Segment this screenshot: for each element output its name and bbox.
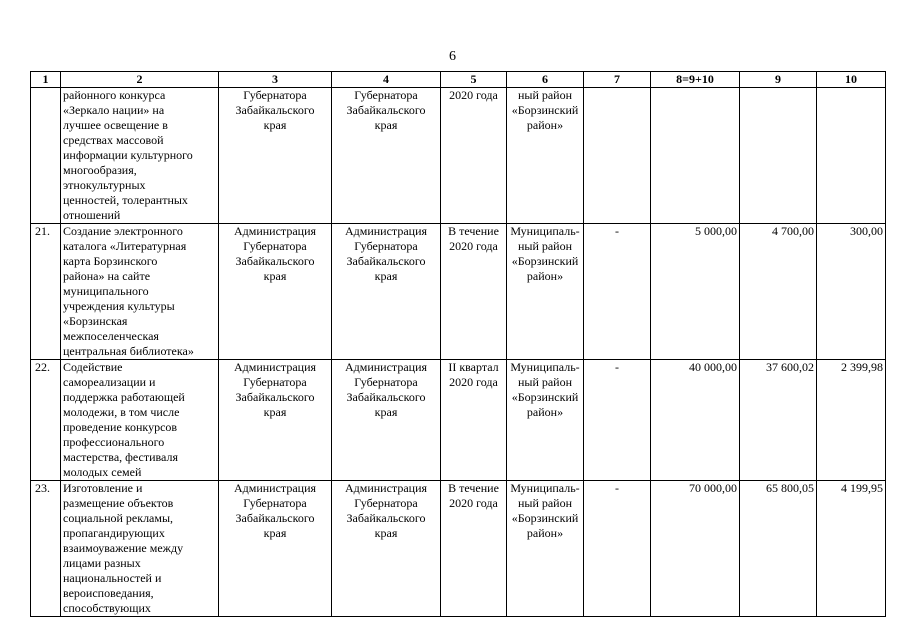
- col7-value: -: [584, 360, 651, 481]
- executor: Губернатора Забайкальского края: [219, 88, 332, 224]
- table-row: [31, 88, 886, 224]
- row-number: 23.: [31, 481, 61, 617]
- col10-value: 4 199,95: [817, 481, 886, 617]
- executor: Администрация Губернатора Забайкальского края: [219, 360, 332, 481]
- col7-value: [584, 88, 651, 224]
- program-table: [30, 71, 886, 617]
- total-value: 5 000,00: [651, 224, 740, 360]
- header-cell: 4: [332, 72, 441, 88]
- header-cell: 7: [584, 72, 651, 88]
- executor: Администрация Губернатора Забайкальского края: [219, 224, 332, 360]
- col10-value: 2 399,98: [817, 360, 886, 481]
- event-name: Создание электронного каталога «Литературная карта Борзинского района» на сайте муниципального учреждения культуры «Борзинская межпоселенческая центральная библиотека»: [61, 224, 219, 360]
- total-value: 70 000,00: [651, 481, 740, 617]
- co-executor: Губернатора Забайкальского края: [332, 88, 441, 224]
- term: II квартал 2020 года: [441, 360, 507, 481]
- row-number: [31, 88, 61, 224]
- total-value: [651, 88, 740, 224]
- co-executor: Администрация Губернатора Забайкальского края: [332, 360, 441, 481]
- event-name: районного конкурса «Зеркало нации» на лучшее освещение в средствах массовой информации культурного многообразия, этнокультурных ценностей, толерантных отношений: [61, 88, 219, 224]
- header-cell: 9: [740, 72, 817, 88]
- term: 2020 года: [441, 88, 507, 224]
- col10-value: [817, 88, 886, 224]
- territory: Муниципаль- ный район «Борзинский район»: [507, 481, 584, 617]
- header-cell: 1: [31, 72, 61, 88]
- col9-value: 65 800,05: [740, 481, 817, 617]
- col9-value: [740, 88, 817, 224]
- header-cell: 5: [441, 72, 507, 88]
- co-executor: Администрация Губернатора Забайкальского края: [332, 481, 441, 617]
- header-cell: 10: [817, 72, 886, 88]
- header-cell: 8=9+10: [651, 72, 740, 88]
- event-name: Содействие самореализации и поддержка работающей молодежи, в том числе проведение конкурсов профессионального мастерства, фестиваля молодых семей: [61, 360, 219, 481]
- table-row: [31, 224, 886, 360]
- col7-value: -: [584, 224, 651, 360]
- territory: Муниципаль- ный район «Борзинский район»: [507, 224, 584, 360]
- term: В течение 2020 года: [441, 481, 507, 617]
- co-executor: Администрация Губернатора Забайкальского края: [332, 224, 441, 360]
- term: В течение 2020 года: [441, 224, 507, 360]
- territory: ный район «Борзинский район»: [507, 88, 584, 224]
- col10-value: 300,00: [817, 224, 886, 360]
- event-name: Изготовление и размещение объектов социальной рекламы, пропагандирующих взаимоуважение между лицами разных национальностей и вероисповедания, способствующих: [61, 481, 219, 617]
- header-row: [31, 72, 886, 88]
- header-cell: 3: [219, 72, 332, 88]
- territory: Муниципаль- ный район «Борзинский район»: [507, 360, 584, 481]
- total-value: 40 000,00: [651, 360, 740, 481]
- header-cell: 2: [61, 72, 219, 88]
- col7-value: -: [584, 481, 651, 617]
- header-cell: 6: [507, 72, 584, 88]
- table-row: [31, 360, 886, 481]
- col9-value: 4 700,00: [740, 224, 817, 360]
- col9-value: 37 600,02: [740, 360, 817, 481]
- executor: Администрация Губернатора Забайкальского края: [219, 481, 332, 617]
- row-number: 22.: [31, 360, 61, 481]
- page-number: 6: [449, 49, 456, 64]
- table-row: [31, 481, 886, 617]
- row-number: 21.: [31, 224, 61, 360]
